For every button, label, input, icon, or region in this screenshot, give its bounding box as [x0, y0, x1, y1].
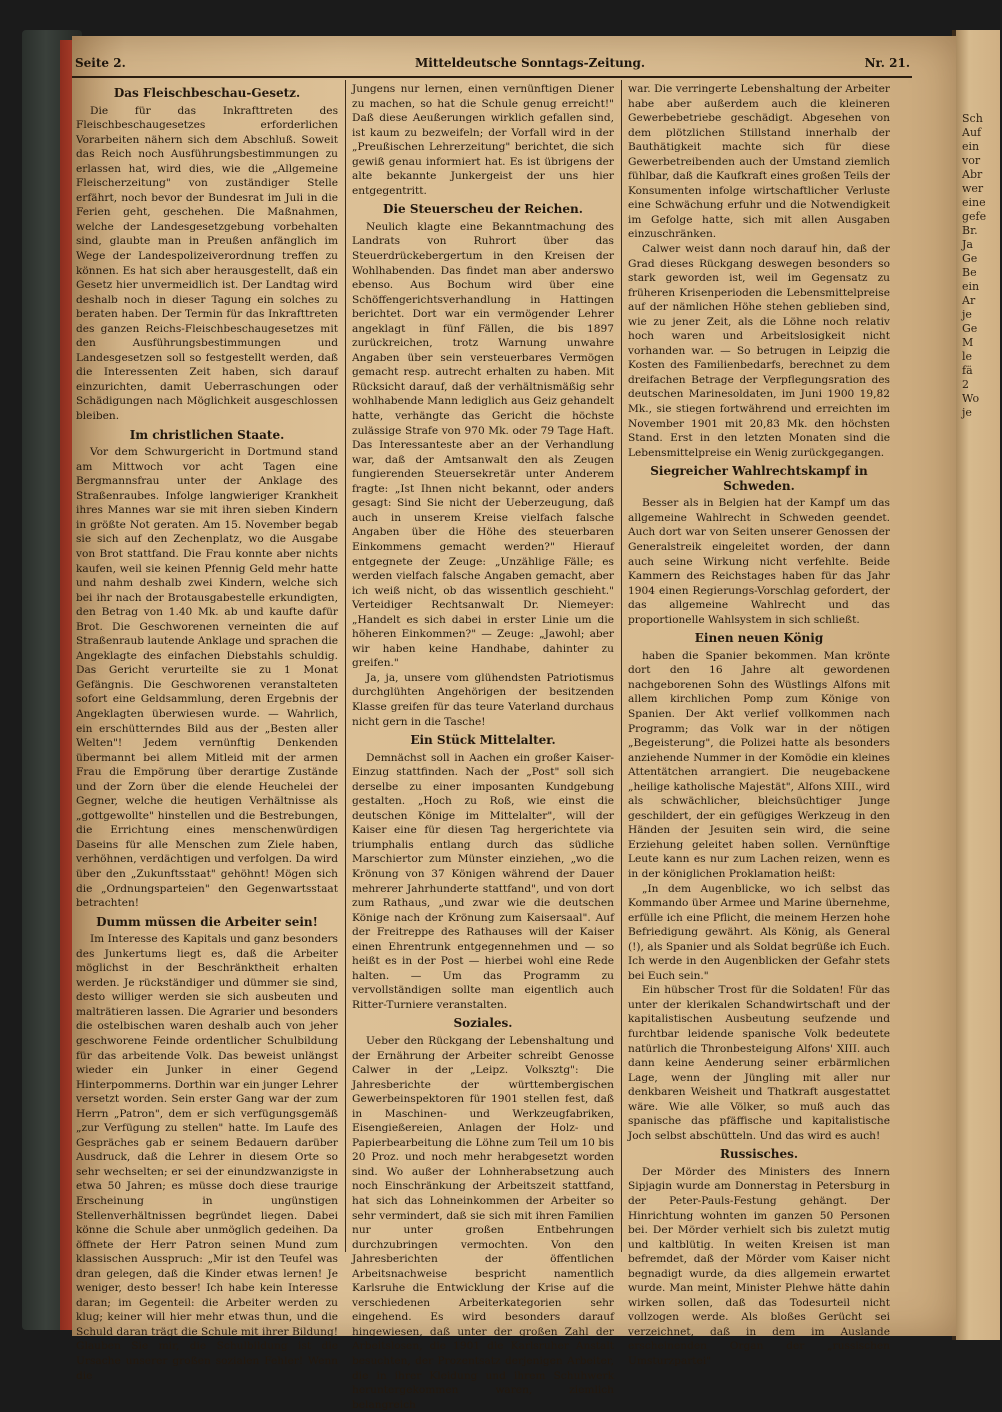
article-paragraph: Jungens nur lernen, einen vernünftigen Diener zu machen, so hat die Schule genug erreicht!" Daß diese Aeußerungen wirklich gefallen sind, ist kaum zu bezweifeln; der Vorfall wird in der „Preußischen Lehrerzeitung" berichtet, die sich gewiß genau informiert hat. Es ist übrigens der alte bekannte Junkergeist der uns hier entgegentritt. — [352, 83, 614, 197]
column-2 — [352, 82, 614, 1411]
article-heading: Einen neuen König — [694, 631, 824, 646]
article-paragraph: Neulich klagte eine Bekanntmachung des Landrats von Ruhrort über das Steuerdrückebergertum in den Kreisen der Wohlhabenden. Das findet man aber anderswo ebenso. Aus Bochum wird über eine Schöffengerichtsverhandlung in Hattingen berichtet. Dort war ein vermögender Lehrer angeklagt in fünf Fällen, die bis 1897 zurückreichen, trotz Warnung unwahre Angaben über sein versteuerbares Vermögen gemacht resp. autrecht erhalten zu haben. Mit Rücksicht darauf, daß der verhältnismäßig sehr wohlhabende Mann lediglich aus Geiz gehandelt hatte, verhängte das Gericht die höchste zulässige Strafe von 970 Mk. oder 79 Tage Haft. Das Interessanteste aber an der Verhandlung war, daß der Amtsanwalt den als Zeugen fungierenden Steuersekretär unter Anderem fragte: „Ist Ihnen nicht bekannt, oder anders gesagt: Sind Sie nicht der Ueberzeugung, daß auch in unserem Kreise vielfach falsche Angaben über die Höhe des steuerbaren Einkommens gemacht werden?" Hierauf entgegnete der Zeuge: „Unzählige Fälle; es werden vielfach falsche Angaben gemacht, aber ich weiß nicht, ob das wissentlich geschieht." Verteidiger Rechtsanwalt Dr. Niemeyer: „Handelt es sich dabei in erster Linie um die höheren Einkommen?" — Zeuge: „Jawohl; aber wir haben keine Handhabe, dahinter zu greifen." — [352, 220, 614, 670]
article-heading: Das Fleischbeschau-Gesetz. — [113, 86, 301, 100]
article-paragraph: Die für das Inkrafttreten des Fleischbeschaugesetzes erforderlichen Vorarbeiten nähern sich dem Abschluß. Soweit das Reich noch Ausführungsbestimmungen zu erlassen hat, wird dies, wie die „Allgemeine Fleischerzeitung" von zuständiger Stelle erfährt, noch bevor der Bundesrat im Juli in die Ferien geht, geschehen. Die Maßnahmen, welche der Landesgesetzgebung vorbehalten sind, glaubte man in Preußen anfänglich im Wege der Landespolizeiverordnung treffen zu können. Es hat sich aber herausgestellt, daß ein Gesetz hier unvermeidlich ist. Der Landtag wird deshalb noch in dieser Tagung ein solches zu beraten haben. Der Termin für das Inkrafttreten des ganzen Reichs-Fleischbeschaugesetzes mit den Ausführungsbestimmungen und Landesgesetzen soll so festgestellt werden, daß die Interessenten Zeit haben, sich darauf einzurichten, damit Ueberraschungen oder Schädigungen nach Möglichkeit ausgeschlossen bleiben. — [76, 104, 338, 423]
article-heading: Russisches. — [719, 1147, 799, 1162]
page-header — [75, 56, 910, 76]
facing-page-fragment: Sch — [962, 112, 983, 125]
facing-page-fragment: Ge — [962, 322, 978, 335]
article-paragraph: Ueber den Rückgang der Lebenshaltung und der Ernährung der Arbeiter schreibt Genosse Calwer in der „Leipz. Volksztg": Die Jahresberichte der württembergischen Gewerbeinspektoren für 1901 stellen fest, daß in Maschinen- und Werkzeugfabriken, Eisengießereien, Anlagen der Holz- und Papierbearbeitung die Löhne zum Teil um 10 bis 20 Proz. und noch mehr herabgesetzt worden sind. Wo außer der Lohnherabsetzung auch noch Einschränkung der Arbeitszeit stattfand, hat sich das Lohneinkommen der Arbeiter so sehr vermindert, daß sie sich mit ihren Familien nur unter großen Entbehrungen durchzubringen vermochten. Von den Jahresberichten der öffentlichen Arbeitsnachweise bespricht namentlich Karlsruhe die Entwicklung der Krise auf die verschiedenen Arbeiterkategorien sehr eingehend. Es wird besonders darauf hingewiesen, daß unter der großen Zahl der Arbeitslosen, die 1901 die Karlsruher Anstalt besuchten, der Prozentsatz derjenigen Arbeiter, die in ihrer Kleidung und ihrem Schuhwerk heruntergekommen waren, ziemlich belangreich — [352, 1035, 614, 1411]
page-number: Seite 2. — [75, 56, 126, 70]
facing-page-fragment: Ja — [962, 238, 973, 251]
article-heading: Dumm müssen die Arbeiter sein! — [96, 914, 318, 929]
facing-page-fragment: eine — [962, 196, 986, 209]
facing-page-fragment: 2 — [962, 378, 969, 391]
facing-page-fragment: gefe — [962, 210, 987, 223]
article-heading: Soziales. — [453, 1016, 513, 1031]
facing-page-fragment: Ar — [962, 294, 976, 307]
article-paragraph: Der Mörder des Ministers des Innern Sipjagin wurde am Donnerstag in Petersburg in der Peter-Pauls-Festung gehängt. Der Hinrichtung wohnten im ganzen 50 Personen bei. Der Mörder verhielt sich bis zuletzt mutig und kaltblütig. In weiten Kreisen ist man befremdet, daß der Mörder vom Kaiser nicht begnadigt wurde, da dies allgemein erwartet wurde. Man meint, Minister Plehwe hätte dahin wirken sollen, daß das Todesurteil nicht vollzogen werde. Als bloßes Gerücht sei verzeichnet, daß in dem im Auslande erscheinenden Organ der „russischen Umsturzpartei" — [628, 1165, 890, 1368]
facing-page-fragment: Be — [962, 266, 977, 279]
facing-page-fragment: M — [962, 336, 974, 349]
issue-number: Nr. 21. — [864, 56, 910, 70]
article-paragraph: war. Die verringerte Lebenshaltung der Arbeiter habe aber außerdem auch die kleineren Gewerbebetriebe geschädigt. Abgesehen von dem plötzlichen Stillstand innerhalb der Bauthätigkeit machte sich für diese Gewerbetreibenden auch der Umstand ziemlich fühlbar, daß die Kaufkraft eines großen Teils der Konsumenten infolge wirtschaftlicher Verluste eine Schwächung erfuhr und die Notwendigkeit im Gefolge hatte, sich mit allen Ausgaben einzuschränken. — [628, 83, 890, 241]
facing-page-fragment: Abr — [962, 168, 983, 181]
facing-page-fragment: je — [962, 308, 972, 321]
facing-page-fragment: Br. — [962, 224, 978, 237]
facing-page-fragment: ein — [962, 280, 980, 293]
facing-page — [956, 30, 1000, 1340]
column-divider — [345, 80, 346, 1252]
article-heading: Siegreicher Wahlrechtskampf in Schweden. — [650, 464, 868, 493]
newspaper-title: Mitteldeutsche Sonntags-Zeitung. — [415, 56, 646, 70]
header-rule — [72, 76, 912, 78]
facing-page-fragment: wer — [962, 182, 984, 195]
facing-page-fragment: ein — [962, 140, 980, 153]
article-paragraph: „In dem Augenblicke, wo ich selbst das Kommando über Armee und Marine übernehme, erfülle ich eine Pflicht, die meinem Herzen hohe Befriedigung gewährt. Als König, als General (!), als Spanier und als Soldat begrüße ich Euch. Ich werde in den Augenblicken der Gefahr stets bei Euch sein." — [628, 882, 890, 982]
article-paragraph: haben die Spanier bekommen. Man krönte dort den 16 Jahre alt gewordenen nachgeborenen Sohn des Wüstlings Alfons mit allem kirchlichen Pomp zum Könige von Spanien. Der Akt verlief vollkommen nach Programm; das Volk war in der nötigen „Begeisterung", die Polizei hatte als besonders anziehende Nummer in der Komödie ein kleines Attentätchen arrangiert. Die neugebackene „heilige katholische Majestät", Alfons XIII., wird als schwächlicher, bleichsüchtiger Junge geschildert, der ein gefügiges Werkzeug in den Händen der Jesuiten sein wird, die seine Erziehung geleitet haben sollen. Vernünftige Leute kann es nur zum Lachen reizen, wenn es in der königlichen Proklamation heißt: — [628, 649, 890, 880]
article-heading: Ein Stück Mittelalter. — [410, 733, 556, 748]
column-1 — [76, 82, 338, 1382]
facing-page-fragment: fä — [962, 364, 973, 377]
article-paragraph: Calwer weist dann noch darauf hin, daß der Grad dieses Rückgang deswegen besonders so stark geworden ist, weil im Gegensatz zu früheren Krisenperioden die Lebensmittelpreise auf der nämlichen Höhe stehen geblieben sind, wie zu jener Zeit, als die Löhne noch relativ hoch waren und Arbeitslosigkeit nicht vorhanden war. — So betrugen in Leipzig die Kosten des Familienbedarfs, berechnet zu dem dreifachen Betrage der Verpflegungsration des deutschen Marinesoldaten, im Juni 1900 19,82 Mk., sie stiegen fortwährend und erreichten im November 1901 mit 20,83 Mk. den höchsten Stand. Erst in den letzten Monaten sind die Lebensmittelpreise ein Wenig zurückgegangen. — [628, 243, 890, 459]
facing-page-fragment: le — [962, 350, 973, 363]
article-heading: Im christlichen Staate. — [129, 427, 285, 442]
article-paragraph: Ein hübscher Trost für die Soldaten! Für das unter der klerikalen Schandwirtschaft und der kapitalistischen Ausbeutung seufzende und furchtbar leidende spanische Volk bedeutete natürlich die Thronbesteigung Alfons' XIII. auch dann keine Aenderung seiner erbärmlichen Lage, wenn der Jüngling mit aller nur denkbaren Weisheit und Thatkraft ausgestattet wäre. Wie alle Völker, so muß auch das spanische das pfäffische und kapitalistische Joch selbst abschütteln. Und das wird es auch! — [628, 984, 890, 1142]
article-paragraph: Vor dem Schwurgericht in Dortmund stand am Mittwoch vor acht Tagen eine Bergmannsfrau unter der Anklage des Straßenraubes. Infolge langwieriger Krankheit ihres Mannes war sie mit ihren sieben Kindern in größte Not geraten. Am 15. November begab sie sich auf den Zechenplatz, wo die Ausgabe von Brot stattfand. Die Frau konnte aber nichts kaufen, weil sie keinen Pfennig Geld mehr hatte und nahm deshalb zwei Kindern, welche sich bei ihr nach der Brotausgabestelle erkundigten, den Betrag von 1.40 Mk. ab und kaufte dafür Brot. Die Geschworenen verneinten die auf Straßenraub lautende Anklage und sprachen die Angeklagte des einfachen Diebstahls schuldig. Das Gericht verurteilte sie zu 1 Monat Gefängnis. Die Geschworenen veranstalteten sofort eine Geldsammlung, deren Ergebnis der Angeklagten überwiesen wurde. — Wahrlich, ein erschütterndes Bild aus der „Besten aller Welten"! Jedem vernünftig Denkenden übermannt bei allem Mitleid mit der armen Frau die Empörung über derartige Zustände und der Zorn über die elende Heuchelei der Gegner, welche die heutigen Verhältnisse als „gottgewollte" hinstellen und die Bestrebungen, die Errichtung eines menschenwürdigen Daseins für alle Menschen zum Ziele haben, verhöhnen, verdächtigen und verfolgen. Da wird über den „Zukunftsstaat" gehöhnt! Mögen sich die „Ordnungsparteien" den Gegenwartsstaat betrachten! — [76, 446, 338, 910]
facing-page-fragment: Auf — [962, 126, 982, 139]
facing-page-fragment: je — [962, 406, 972, 419]
facing-page-fragment: vor — [962, 154, 981, 167]
facing-page-fragment: Ge — [962, 252, 978, 265]
facing-page-fragment: Wo — [962, 392, 980, 405]
facing-page-text — [962, 112, 1002, 420]
article-paragraph: Besser als in Belgien hat der Kampf um das allgemeine Wahlrecht in Schweden geendet. Auch dort war von Seiten unserer Genossen der Generalstreik eingeleitet worden, der dann auch seine Wirkung nicht verfehlte. Beide Kammern des Reichstages haben für das Jahr 1904 einen Regierungs-Vorschlag gefordert, der das allgemeine Wahlrecht und das proportionelle Wahlsystem in sich schließt. — [628, 497, 890, 626]
article-paragraph: Ja, ja, unsere vom glühendsten Patriotismus durchglühten Angehörigen der besitzenden Klasse greifen für das teure Vaterland durchaus nicht gern in die Tasche! — [352, 671, 614, 728]
article-paragraph: Demnächst soll in Aachen ein großer Kaiser-Einzug stattfinden. Nach der „Post" soll sich derselbe zu einer imposanten Kundgebung gestalten. „Hoch zu Roß, wie einst die deutschen Könige im Mittelalter", will der Kaiser eine für diesen Tag hergerichtete via triumphalis entlang durch das südliche Marschiertor zum Münster einziehen, „wo die Krönung von 37 Königen während der Dauer mehrerer Jahrhunderte stattfand", und von dort zum Rathaus, „und zwar wie die deutschen Könige nach der Krönung zum Kaisersaal". Auf der Freitreppe des Rathauses will der Kaiser einen Ehrentrunk entgegennehmen und — so heißt es in der Post — hierbei wohl eine Rede halten. — Um das Programm zu vervollständigen sollte man eigentlich auch Ritter-Turniere veranstalten. — [352, 751, 614, 1011]
column-3 — [628, 82, 890, 1368]
article-heading: Die Steuerscheu der Reichen. — [383, 202, 583, 217]
column-divider — [621, 80, 622, 1252]
article-paragraph: Im Interesse des Kapitals und ganz besonders des Junkertums liegt es, daß die Arbeiter möglichst in der Beschränktheit erhalten werden. Je rückständiger und dümmer sie sind, desto williger werden sie sich ausbeuten und malträtieren lassen. Die Agrarier und besonders die ostelbischen waren deshalb auch von jeher geschworene Feinde ordentlicher Schulbildung für das arbeitende Volk. Das beweist unlängst wieder ein Junker in einer Gegend Hinterpommerns. Dorthin war ein junger Lehrer versetzt worden. Sein erster Gang war der zum Herrn „Patron", dem er sich verfügungsgemäß „zur Verfügung zu stellen" hatte. Im Laufe des Gespräches gab er seinem Bedauern darüber Ausdruck, daß die Lehrer in diesem Orte so sehr wechselten; er sei der einundzwanzigste in etwa 50 Jahren; es müsse doch diese traurige Erscheinung in ungünstigen Stellenverhältnissen begründet liegen. Dabei könne die Schule aber unmöglich gedeihen. Da öffnete der Herr Patron seinen Mund zum klassischen Ausspruch: „Mir ist den Teufel was dran gelegen, daß die Kinder etwas lernen! Je weniger, desto besser! Ich habe kein Interesse daran; im Gegenteil: die Arbeiter werden zu klug; keiner will hier mehr etwas thun, und die Schuld daran trägt die Schule mit ihrer Bildung! Glauben Sie mir, die Schulbildung ist die Ursache unserer großen sozialen Fehler! Wenn die — [76, 933, 338, 1382]
